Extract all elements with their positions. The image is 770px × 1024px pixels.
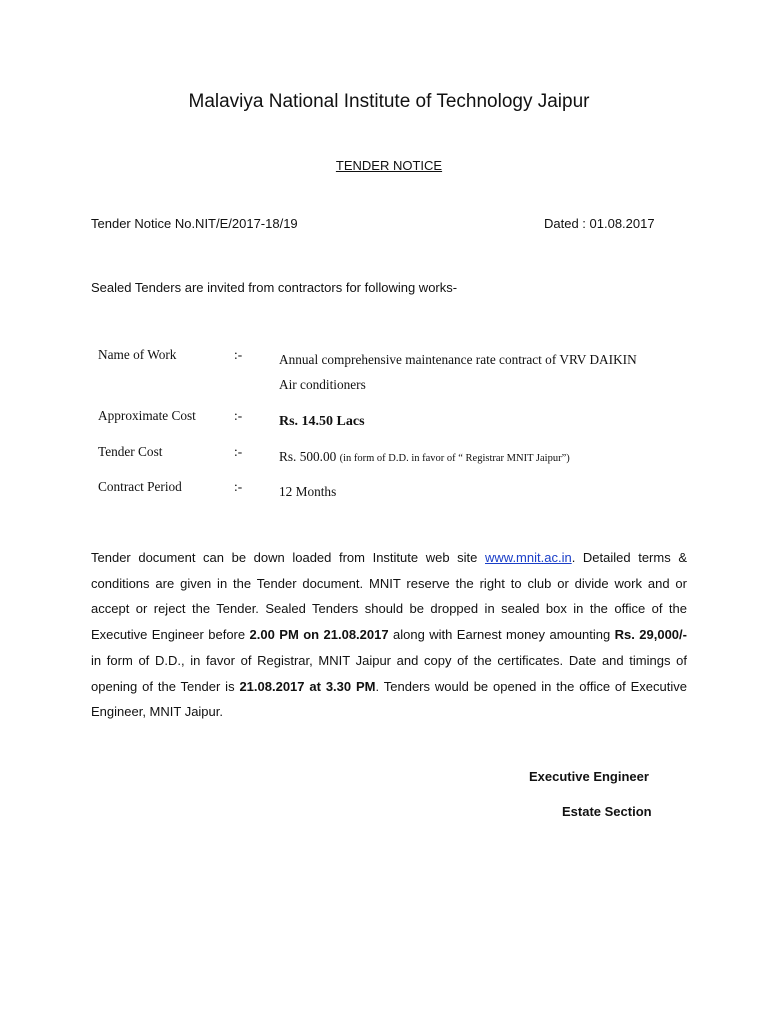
- body-text-3: along with Earnest money amounting: [388, 627, 615, 643]
- approximate-cost-value: Rs. 14.50 Lacs: [279, 414, 365, 429]
- signatory-section: Estate Section: [562, 804, 652, 819]
- detail-colon: :-: [234, 444, 243, 459]
- tender-cost-value: Rs. 500.00: [279, 449, 337, 464]
- detail-label: Tender Cost: [98, 444, 163, 459]
- detail-label: Contract Period: [98, 479, 182, 494]
- detail-label: Name of Work: [98, 347, 177, 362]
- detail-value: [279, 479, 699, 504]
- body-text-1: Tender document can be down loaded from Institute web site: [91, 550, 485, 565]
- detail-value: [279, 408, 699, 434]
- opening-datetime: 21.08.2017 at 3.30 PM: [239, 678, 376, 694]
- detail-value: [279, 444, 699, 471]
- work-line-2: Air conditioners: [279, 377, 366, 392]
- intro-text: Sealed Tenders are invited from contractors for following works-: [91, 280, 458, 295]
- work-line-1: Annual comprehensive maintenance rate contract of VRV DAIKIN: [279, 352, 637, 367]
- detail-colon: :-: [234, 347, 243, 362]
- body-paragraph: [91, 545, 687, 725]
- body-text-2: . Detailed terms & conditions are given in the Tender document. MNIT reserve the right to club or divide work and or accept or reject the Tender. Sealed Tenders should be dropped in sealed box in the office of the Executive Engineer before: [91, 550, 687, 643]
- detail-value: [279, 347, 699, 397]
- detail-label: Approximate Cost: [98, 408, 196, 423]
- institute-title: Malaviya National Institute of Technology Jaipur: [188, 91, 590, 112]
- tender-cost-note: (in form of D.D. in favor of “ Registrar MNIT Jaipur”): [339, 453, 570, 464]
- detail-colon: :-: [234, 479, 243, 494]
- tender-notice-date: Dated : 01.08.2017: [544, 216, 655, 231]
- body-text-5: . Tenders would be opened in the office of Executive Engineer, MNIT Jaipur.: [91, 678, 688, 720]
- notice-heading: TENDER NOTICE: [335, 158, 443, 173]
- contract-period-value: 12 Months: [279, 484, 337, 499]
- submission-deadline: 2.00 PM on 21.08.2017: [249, 627, 389, 643]
- tender-notice-number: Tender Notice No.NIT/E/2017-18/19: [91, 216, 298, 231]
- body-text-4: in form of D.D., in favor of Registrar, MNIT Jaipur and copy of the certificates. Date and timings of opening of the Tender is: [91, 652, 687, 694]
- detail-colon: :-: [234, 408, 243, 423]
- signatory-designation: Executive Engineer: [529, 769, 649, 784]
- website-link[interactable]: www.mnit.ac.in: [485, 550, 572, 565]
- earnest-money: Rs. 29,000/-: [614, 627, 687, 643]
